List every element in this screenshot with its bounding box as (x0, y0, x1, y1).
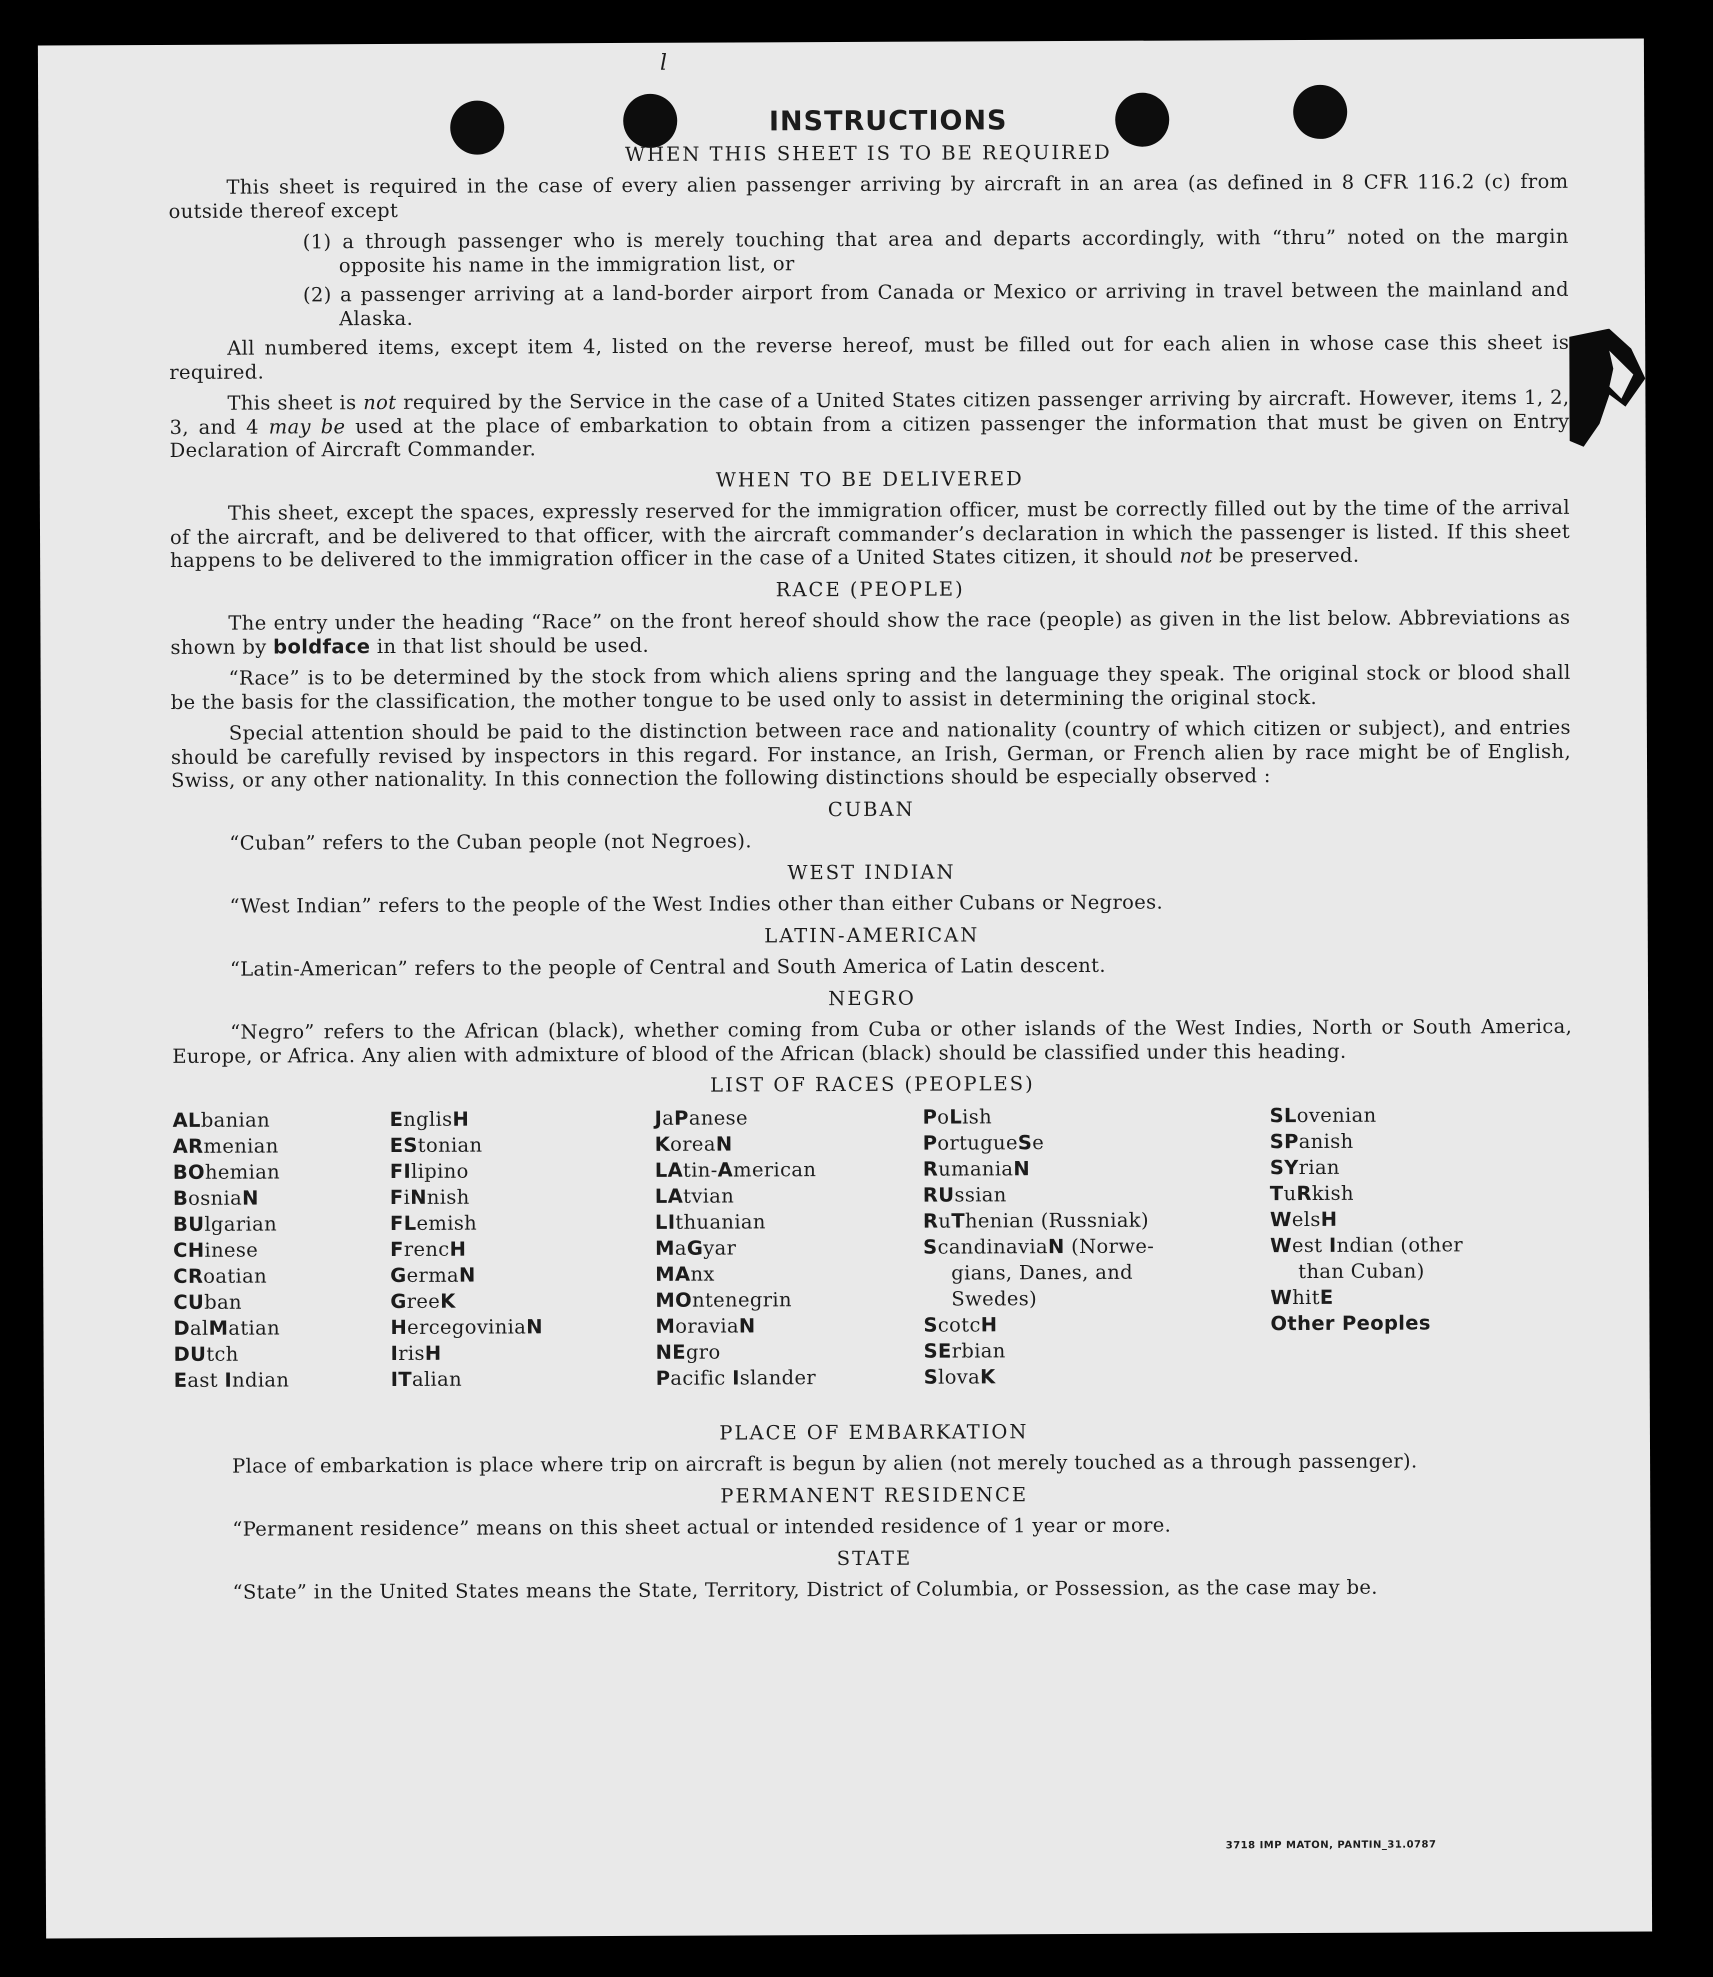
race-abbreviation: H (424, 1341, 442, 1365)
race-abbreviation: K (440, 1289, 456, 1313)
race-text: tch (206, 1342, 239, 1366)
race-entry (923, 1181, 1154, 1208)
race-entry (173, 1185, 289, 1212)
race-abbreviation: CH (173, 1238, 205, 1262)
race-text: e (1032, 1130, 1045, 1154)
heading-negro: NEGRO (828, 986, 916, 1010)
race-abbreviation: R (922, 1209, 939, 1233)
race-text: Swedes) (951, 1286, 1038, 1311)
races-column (1270, 1102, 1464, 1337)
race-abbreviation: W (1269, 1207, 1292, 1231)
emphasis-not: not (363, 390, 397, 415)
text-fragment: This sheet, except the spaces, expressly reserved for the immigration officer, must be correctly filled out by the time of the arrival of the aircraft, and be delivered to that officer, with the aircraft commander’s declaration in which the passenger is listed. If this sheet happens to be delivered to the immigration officer in the case of a United States citizen, it should (169, 495, 1571, 572)
race-text: tonian (417, 1133, 483, 1157)
race-abbreviation: RU (922, 1183, 955, 1207)
heading-latin-american: LATIN-AMERICAN (764, 922, 980, 947)
text-fragment: in that list should be used. (370, 633, 650, 658)
race-text: u (938, 1209, 952, 1233)
race-entry (391, 1366, 544, 1393)
race-abbreviation: R (1296, 1181, 1312, 1205)
race-abbreviation: P (674, 1106, 689, 1130)
race-text: inese (204, 1238, 259, 1262)
text-fragment: The entry under the heading “Race” on the front hereof should show the race (people) as given in the list below. Abbreviations as shown by (170, 605, 1571, 659)
race-text: ndian (232, 1367, 290, 1392)
race-abbreviation: T (951, 1208, 966, 1233)
race-text: ris (398, 1341, 425, 1365)
paragraph-required: This sheet is required in the case of every alien passenger arriving by aircraft in an area (as defined in 8 CFR 116.2 (c) from outside thereof except (168, 169, 1569, 223)
race-entry (390, 1210, 543, 1237)
race-text: rian (1298, 1155, 1340, 1179)
race-abbreviation: N (458, 1263, 476, 1287)
race-entry (391, 1340, 544, 1367)
race-entry (655, 1261, 817, 1288)
heading-list-of-races: LIST OF RACES (PEOPLES) (710, 1072, 1035, 1097)
race-entry (923, 1285, 1154, 1312)
race-text: u (1283, 1181, 1297, 1205)
paragraph-race-stock: “Race” is to be determined by the stock from which aliens spring and the language they speak. The original stock or blood shall be the basis for the classification, the mother tongue to be used only to assist in determining the original stock. (170, 660, 1571, 714)
exception-item-2: (2) a passenger arriving at a land-border airport from Canada or Mexico or arriving in travel between the mainland and Alaska. (302, 277, 1570, 330)
race-abbreviation: G (686, 1236, 704, 1260)
race-entry (923, 1207, 1154, 1234)
definition-west-indian: “West Indian” refers to the people of the West Indies other than either Cubans or Negroes. (229, 890, 1164, 918)
race-abbreviation: SE (923, 1339, 952, 1363)
race-entry (390, 1314, 543, 1341)
race-entry (924, 1337, 1155, 1364)
race-abbreviation: N (715, 1131, 733, 1156)
paragraph-race-nationality: Special attention should be paid to the distinction between race and nationality (country of which citizen or subject), and entries should be carefully revised by inspectors in this regard. For instance, an Irish, German, or French alien by race might be of English, Swiss, or any other nationality. In this connection the following distinctions should be especially observed : (170, 715, 1572, 792)
race-abbreviation: E (173, 1368, 188, 1392)
definition-latin-american: “Latin-American” refers to the people of Central and South America of Latin descent. (229, 953, 1106, 981)
race-entry (173, 1133, 289, 1160)
race-text: orea (670, 1132, 716, 1156)
race-entry (923, 1129, 1154, 1156)
race-text: merican (733, 1157, 817, 1181)
race-entry (390, 1106, 543, 1133)
race-abbreviation: S (1017, 1130, 1033, 1154)
race-text: oravia (675, 1313, 739, 1338)
races-column (655, 1105, 818, 1392)
race-text: ndian (other (1336, 1232, 1464, 1257)
paragraph-delivered (170, 496, 1570, 573)
race-abbreviation: H (390, 1315, 408, 1339)
race-text: ssian (954, 1182, 1007, 1207)
race-abbreviation: Other Peoples (1270, 1310, 1431, 1335)
race-abbreviation: AR (172, 1134, 204, 1158)
printer-imprint: 3718 IMP MATON, PANTIN_31.0787 (1225, 1839, 1437, 1852)
race-entry (1270, 1102, 1463, 1129)
race-text: osnia (188, 1186, 243, 1210)
emphasis-may-be: may be (268, 414, 346, 439)
race-text: nish (426, 1185, 470, 1209)
text-fragment: This sheet is (227, 391, 364, 415)
race-abbreviation: J (654, 1106, 663, 1130)
races-column (923, 1103, 1155, 1390)
race-text: rbian (951, 1338, 1006, 1363)
race-text: hit (1292, 1285, 1320, 1309)
race-abbreviation: S (923, 1313, 938, 1337)
race-text: lipino (411, 1159, 469, 1183)
race-entry (1270, 1206, 1463, 1233)
race-abbreviation: I (1328, 1233, 1337, 1257)
race-entry (655, 1157, 817, 1184)
race-abbreviation: ES (389, 1133, 418, 1157)
race-text: ast (187, 1368, 225, 1392)
emphasis-not: not (1179, 544, 1213, 568)
race-entry (390, 1288, 543, 1315)
race-abbreviation: IT (390, 1367, 413, 1391)
race-entry (1270, 1258, 1463, 1285)
race-abbreviation: H (449, 1237, 467, 1261)
race-text: umania (938, 1156, 1014, 1181)
race-text: al (189, 1316, 209, 1340)
race-abbreviation: N (526, 1314, 543, 1338)
exception-item-1: (1) a through passenger who is merely touching that area and departs accordingly, with “thru” noted on the margin opposite his name in the immigration list, or (302, 224, 1569, 277)
race-text: alian (411, 1367, 463, 1391)
race-entry (1270, 1154, 1463, 1181)
race-abbreviation: G (390, 1263, 407, 1287)
race-abbreviation: W (1270, 1233, 1293, 1257)
race-text: lova (938, 1364, 981, 1389)
race-entry (390, 1236, 543, 1263)
race-text: thuanian (675, 1209, 766, 1234)
race-abbreviation: S (923, 1235, 938, 1259)
race-text: a (662, 1106, 675, 1130)
race-text: yar (703, 1235, 737, 1260)
race-abbreviation: A (717, 1157, 734, 1182)
race-abbreviation: L (949, 1104, 963, 1129)
heading-race: RACE (PEOPLE) (775, 576, 965, 601)
race-text: anese (688, 1105, 748, 1130)
heading-when-required: WHEN THIS SHEET IS TO BE REQUIRED (624, 140, 1112, 166)
race-abbreviation: E (389, 1107, 404, 1131)
race-entry (656, 1339, 818, 1366)
race-abbreviation: H (1320, 1207, 1338, 1231)
definition-cuban: “Cuban” refers to the Cuban people (not Negroes). (229, 829, 752, 855)
race-entry (174, 1367, 290, 1394)
race-text: henian (Russniak) (964, 1208, 1149, 1232)
race-text: atian (228, 1315, 281, 1340)
race-text: ree (406, 1289, 441, 1313)
race-abbreviation: N (241, 1186, 259, 1210)
race-entry (173, 1237, 289, 1264)
race-abbreviation: LA (654, 1158, 684, 1182)
race-abbreviation: FI (389, 1159, 412, 1183)
definition-embarkation: Place of embarkation is place where trip on aircraft is begun by alien (not merely touched as a through passenger). (232, 1449, 1418, 1478)
race-text: a (674, 1236, 687, 1260)
race-text: than Cuban) (1298, 1258, 1425, 1283)
race-text: candinavia (937, 1234, 1048, 1259)
race-abbreviation: BO (172, 1160, 205, 1184)
races-column (390, 1106, 544, 1393)
race-text: tvian (683, 1183, 735, 1208)
race-entry (924, 1363, 1155, 1390)
race-entry (923, 1155, 1154, 1182)
race-entry (1270, 1128, 1463, 1155)
race-abbreviation: CU (173, 1290, 205, 1314)
race-text: slander (739, 1365, 817, 1389)
race-text: banian (200, 1108, 271, 1132)
race-text: menian (203, 1133, 279, 1158)
race-text: ntenegrin (691, 1287, 792, 1312)
race-entry (923, 1311, 1154, 1338)
race-abbreviation: S (923, 1365, 939, 1389)
definition-state: “State” in the United States means the State, Territory, District of Columbia, or Possession, as the case may be. (232, 1575, 1378, 1604)
race-text: anish (1298, 1129, 1354, 1153)
race-text: cotc (937, 1312, 981, 1337)
race-text: lgarian (204, 1211, 278, 1236)
race-entry (173, 1263, 289, 1290)
race-entry (923, 1103, 1154, 1130)
race-abbreviation: I (732, 1365, 740, 1389)
race-abbreviation: SY (1269, 1155, 1299, 1179)
heading-embarkation: PLACE OF EMBARKATION (719, 1419, 1029, 1445)
race-abbreviation: B (172, 1186, 189, 1210)
race-abbreviation: P (655, 1366, 671, 1390)
heading-west-indian: WEST INDIAN (787, 860, 956, 884)
heading-permanent-residence: PERMANENT RESIDENCE (720, 1482, 1029, 1508)
race-abbreviation: I (390, 1341, 399, 1365)
race-entry (1270, 1310, 1463, 1337)
race-entry (655, 1183, 817, 1210)
race-text: est (1291, 1233, 1330, 1257)
race-text: o (937, 1105, 950, 1129)
definition-negro: “Negro” refers to the African (black), whether coming from Cuba or other islands of the West Indies, North or South America, Europe, or Africa. Any alien with admixture of blood of the African (black) should be classified under this heading. (172, 1014, 1573, 1068)
text-fragment: used at the place of embarkation to obtain from a citizen passenger the information that must be given on Entry Declaration of Aircraft Commander. (169, 409, 1570, 462)
paragraph-citizen (169, 386, 1569, 463)
race-text: (Norwe- (1064, 1234, 1155, 1258)
race-entry (1270, 1232, 1463, 1259)
document-sheet (38, 39, 1652, 1939)
race-abbreviation: AL (172, 1108, 201, 1132)
race-entry (1270, 1284, 1463, 1311)
race-abbreviation: P (922, 1131, 938, 1155)
race-text: renc (403, 1237, 450, 1261)
race-text: ovenian (1296, 1103, 1377, 1127)
race-entry (1270, 1180, 1463, 1207)
paragraph-numbered-items: All numbered items, except item 4, listed on the reverse hereof, must be filled out for each alien in whose case this sheet is required. (169, 330, 1570, 384)
race-text: tin- (682, 1158, 718, 1182)
race-abbreviation: H (452, 1107, 470, 1131)
race-text: ban (204, 1290, 242, 1314)
race-entry (655, 1235, 817, 1262)
race-abbreviation: N (1013, 1156, 1031, 1180)
race-abbreviation: E (1319, 1285, 1334, 1309)
race-abbreviation: LA (654, 1184, 684, 1208)
race-abbreviation: D (173, 1316, 191, 1340)
race-abbreviation: CR (173, 1264, 204, 1288)
race-entry (390, 1132, 543, 1159)
race-entry (655, 1287, 817, 1314)
race-abbreviation: DU (173, 1342, 207, 1366)
race-abbreviation: T (1269, 1181, 1284, 1205)
race-abbreviation: W (1270, 1285, 1293, 1309)
race-text: erma (406, 1263, 460, 1287)
race-text: hemian (204, 1159, 281, 1184)
race-text: acific (670, 1365, 733, 1390)
page-title: INSTRUCTIONS (768, 105, 1008, 138)
race-abbreviation: G (390, 1289, 407, 1313)
race-abbreviation: K (654, 1132, 671, 1156)
heading-when-delivered: WHEN TO BE DELIVERED (715, 466, 1024, 492)
race-abbreviation: SP (1269, 1129, 1299, 1153)
races-column (173, 1107, 290, 1394)
race-entry (655, 1131, 817, 1158)
race-entry (655, 1209, 817, 1236)
races-list (173, 1101, 1574, 1415)
instructions-content (168, 107, 1575, 1613)
race-abbreviation: P (922, 1105, 938, 1129)
heading-cuban: CUBAN (827, 797, 915, 821)
race-entry (173, 1315, 289, 1342)
race-text: i (403, 1185, 411, 1209)
race-abbreviation: M (655, 1236, 675, 1260)
race-text: nglis (403, 1107, 453, 1131)
race-abbreviation: I (224, 1368, 233, 1392)
race-text: ish (962, 1104, 993, 1128)
text-fragment: required by the Service in the case of a United States citizen passenger arriving by aircraft. However, items 1, 2, 3, and 4 (169, 385, 1570, 439)
race-entry (173, 1211, 289, 1238)
race-entry (390, 1184, 543, 1211)
boldface-word: boldface (273, 634, 371, 658)
race-abbreviation: BU (172, 1212, 205, 1236)
race-text: els (1291, 1207, 1321, 1231)
race-abbreviation: LI (654, 1210, 676, 1234)
definition-permanent-residence: “Permanent residence” means on this sheet actual or intended residence of 1 year or more. (232, 1513, 1172, 1541)
race-entry (173, 1289, 289, 1316)
race-entry (174, 1341, 290, 1368)
race-abbreviation: R (922, 1157, 939, 1181)
top-mark: l (659, 50, 668, 76)
race-text: gians, Danes, and (951, 1260, 1133, 1285)
paragraph-race-entry (170, 606, 1570, 659)
race-abbreviation: K (980, 1364, 996, 1388)
heading-state: STATE (836, 1546, 913, 1570)
race-text: emish (416, 1211, 478, 1235)
text-fragment: be preserved. (1212, 543, 1360, 568)
race-entry (656, 1365, 818, 1392)
race-entry (923, 1233, 1154, 1260)
race-entry (655, 1313, 817, 1340)
race-entry (173, 1107, 289, 1134)
race-abbreviation: MO (655, 1288, 693, 1312)
torn-corner (1569, 329, 1646, 449)
race-text: nx (690, 1262, 715, 1286)
race-abbreviation: N (410, 1185, 427, 1209)
race-text: kish (1311, 1181, 1354, 1205)
race-abbreviation: MA (655, 1262, 691, 1286)
race-entry (390, 1158, 543, 1185)
race-text: ercegovinia (407, 1314, 527, 1339)
race-abbreviation: H (980, 1312, 998, 1336)
race-entry (655, 1105, 817, 1132)
race-text: gro (685, 1340, 721, 1364)
race-text: oatian (203, 1264, 268, 1288)
race-abbreviation: M (208, 1316, 229, 1340)
race-entry (173, 1159, 289, 1186)
race-abbreviation: FL (389, 1211, 417, 1235)
race-abbreviation: SL (1269, 1103, 1297, 1127)
race-text: ortugue (937, 1130, 1018, 1155)
race-abbreviation: F (389, 1185, 404, 1209)
race-abbreviation: NE (655, 1340, 686, 1364)
race-abbreviation: M (655, 1314, 676, 1338)
race-entry (923, 1259, 1154, 1286)
race-entry (390, 1262, 543, 1289)
race-abbreviation: N (1047, 1234, 1065, 1258)
race-abbreviation: F (390, 1237, 404, 1261)
race-abbreviation: N (738, 1313, 756, 1337)
